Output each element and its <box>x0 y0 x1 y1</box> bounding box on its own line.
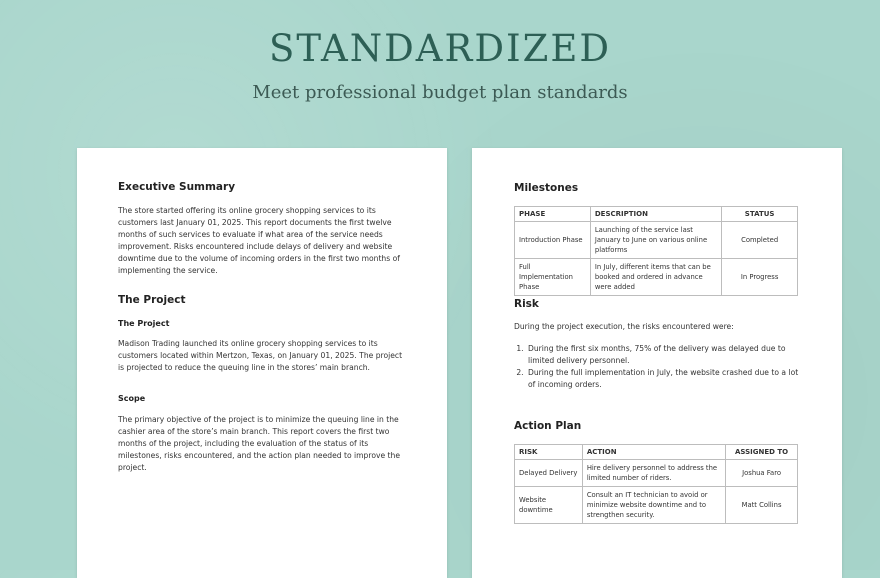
project-subheading: The Project <box>118 319 170 328</box>
list-item: 2. During the full implementation in July, the website crashed due to a lot of incoming orders. <box>526 367 806 391</box>
milestones-table <box>514 206 798 296</box>
table-header-row <box>515 445 798 460</box>
table-cell: Consult an IT technician to avoid or minimize website downtime and to strengthen security. <box>582 487 725 524</box>
table-header-cell: RISK <box>515 445 583 460</box>
executive-summary-text: The store started offering its online grocery shopping services to its customers last January 01, 2025. This report documents the first twelve months of such services to evaluate if what area of the service needs improvement. Risks encountered include delays of delivery and website downtime due to the volume of incoming orders in the first two months of implementing the service. <box>118 206 400 275</box>
table-header-row <box>515 207 798 222</box>
table-cell: In July, different items that can be booked and ordered in advance were added <box>590 259 721 296</box>
milestones-heading: Milestones <box>514 182 579 194</box>
table-cell: Full Implementation Phase <box>515 259 591 296</box>
risk-intro-text: During the project execution, the risks encountered were: <box>514 322 734 331</box>
table-cell: Completed <box>722 222 798 259</box>
table-cell: Website downtime <box>515 487 583 524</box>
scope-text: The primary objective of the project is to minimize the queuing line in the cashier area of the store’s main branch. This report covers the first two months of the project, including the evaluation of the status of its milestones, risks encountered, and the action plan needed to improve the project. <box>118 415 401 472</box>
action-plan-heading: Action Plan <box>514 420 582 432</box>
subheadline: Meet professional budget plan standards <box>252 82 628 103</box>
risk-list <box>514 343 806 391</box>
document-page-right <box>472 148 842 578</box>
table-header-cell: PHASE <box>515 207 591 222</box>
table-cell: Delayed Delivery <box>515 460 583 487</box>
table-row <box>515 460 798 487</box>
headline: STANDARDIZED <box>268 27 611 70</box>
table-row <box>515 259 798 296</box>
table-header-cell: ACTION <box>582 445 725 460</box>
table-header-cell: DESCRIPTION <box>590 207 721 222</box>
table-cell: In Progress <box>722 259 798 296</box>
document-page-left <box>77 148 447 578</box>
table-cell: Hire delivery personnel to address the limited number of riders. <box>582 460 725 487</box>
risk-heading: Risk <box>514 298 539 310</box>
action-plan-table <box>514 444 798 524</box>
table-cell: Joshua Faro <box>726 460 798 487</box>
list-item: 1. During the first six months, 75% of the delivery was delayed due to limited delivery personnel. <box>526 343 806 367</box>
table-cell: Introduction Phase <box>515 222 591 259</box>
table-cell: Matt Collins <box>726 487 798 524</box>
table-cell: Launching of the service last January to June on various online platforms <box>590 222 721 259</box>
project-heading: The Project <box>118 294 186 306</box>
table-row <box>515 222 798 259</box>
table-header-cell: ASSIGNED TO <box>726 445 798 460</box>
scope-subheading: Scope <box>118 394 146 403</box>
project-text: Madison Trading launched its online grocery shopping services to its customers located within Mertzon, Texas, on January 01, 2025. The project is projected to reduce the queuing line in the stores’ main branch. <box>118 339 403 372</box>
table-header-cell: STATUS <box>722 207 798 222</box>
executive-summary-heading: Executive Summary <box>118 181 236 193</box>
table-row <box>515 487 798 524</box>
